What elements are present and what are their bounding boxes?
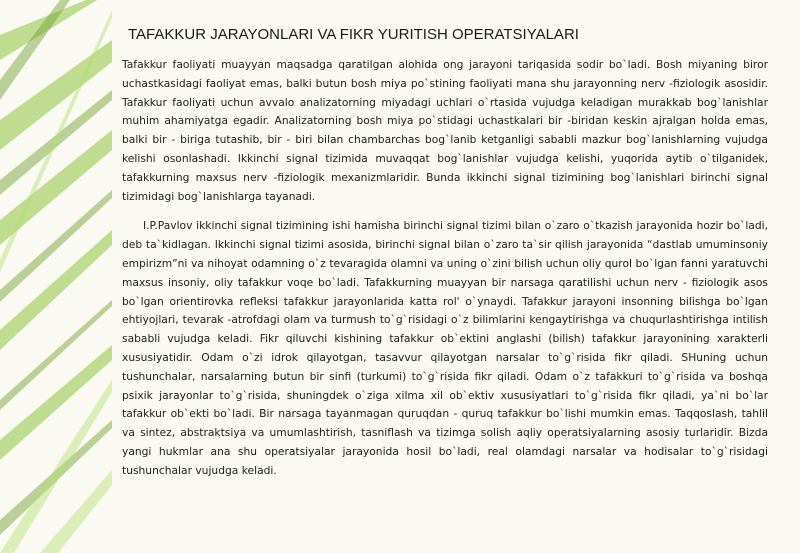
green-stripes-graphic bbox=[0, 0, 113, 553]
slide-title: TAFAKKUR JARAYONLARI VA FIKR YURITISH OPERATSIYALARI bbox=[128, 26, 579, 43]
paragraph-1: Tafakkur faoliyati muayyan maqsadga qaratilgan alohida ong jarayoni tariqasida sodir bo`ladi. Bosh miyaning biror uchastkasidagi faoliyat emas, balki butun bosh miya po`stining faoliyati mana shu jarayonning nerv -fiziologik asosidir. Tafakkur faoliyati uchun avvalo analizatorning miyadagi uchlari o`rtasida vujudga keladigan murakkab bog`lanishlar muhim ahamiyatga egadir. Analizatorning bosh miya po`stidagi uchastkalari bir -biridan keskin ajralgan holda emas, balki bir - biriga tutashib, bir - biri bilan chambarchas bog`lanib ketganligi sababli mazkur bog`lanishlarning vujudga kelishi osonlashadi. Ikkinchi signal tizimida muvaqqat bog`lanishlar vujudga kelishi, yuqorida aytib o`tilganidek, tafakkurning maxsus nerv -fiziologik mexanizmlaridir. Bunda ikkinchi signal tizimining bog`lanishlari birinchi signal tizimidagi bog`lanishlarga tayanadi. bbox=[122, 58, 768, 203]
paragraph-2: I.P.Pavlov ikkinchi signal tizimining ishi hamisha birinchi signal tizimi bilan o`zaro o`tkazish jarayonida hozir bo`ladi, deb ta`kidlagan. Ikkinchi signal tizimi asosida, birinchi signal bilan o`zaro ta`sir qilish jarayonida “dastlab umuminsoniy empirizm”ni va nihoyat odamning o`z tevaragida olamni va uning o`zini bilish uchun oliy qurol bo`lgan fanni yaratuvchi maxsus insoniy, oliy tafakkur voqe bo`ladi. Tafakkurning muayyan bir narsaga qaratilishi uchun nerv - fiziologik asos bo`lgan orientirovka refleksi tafakkur jarayonlarida katta rol' o`ynaydi. Tafakkur jarayoni insonning bilishga bo`lgan ehtiyojlari, tevarak -atrofdagi olam va turmush to`g`risidagi o`z bilimlarini kengaytirishga va chuqurlashtirishga intilish sababli vujudga keladi. Fikr qiluvchi kishining tafakkur ob`ektini anglashi (bilish) tafakkur jarayonining xarakterli xususiyatidir. Odam o`zi idrok qilayotgan, tasavvur qilayotgan narsalar to`g`risida fikr qiladi. SHuning uchun tushunchalar, narsalarning butun bir sinfi (turkumi) to`g`risida fikr qiladi. Odam o`z tafakkuri to`g`risida va boshqa psixik jarayonlar to`g`risida, shuningdek o`ziga xilma xil ob`ektiv xususiyatlari to`g`risida fikr qiladi, ya`ni bo`lar tafakkur ob`ekti bo`ladi. Bir narsaga tayanmagan quruqdan - quruq tafakkur bo`lishi mumkin emas. Taqqoslash, tahlil va sintez, abstraktsiya va umumlashtirish, tasniflash va tizimga solish aqliy operatsiyalarning asosiy turlaridir. Bizda yangi hukmlar ana shu operatsiyalar jarayonida hosil bo`ladi, real olamdagi narsalar va hodisalar to`g`risidagi tushunchalar vujudga keladi. bbox=[122, 219, 768, 477]
decorative-stripes bbox=[0, 0, 113, 553]
slide-body bbox=[122, 56, 768, 481]
